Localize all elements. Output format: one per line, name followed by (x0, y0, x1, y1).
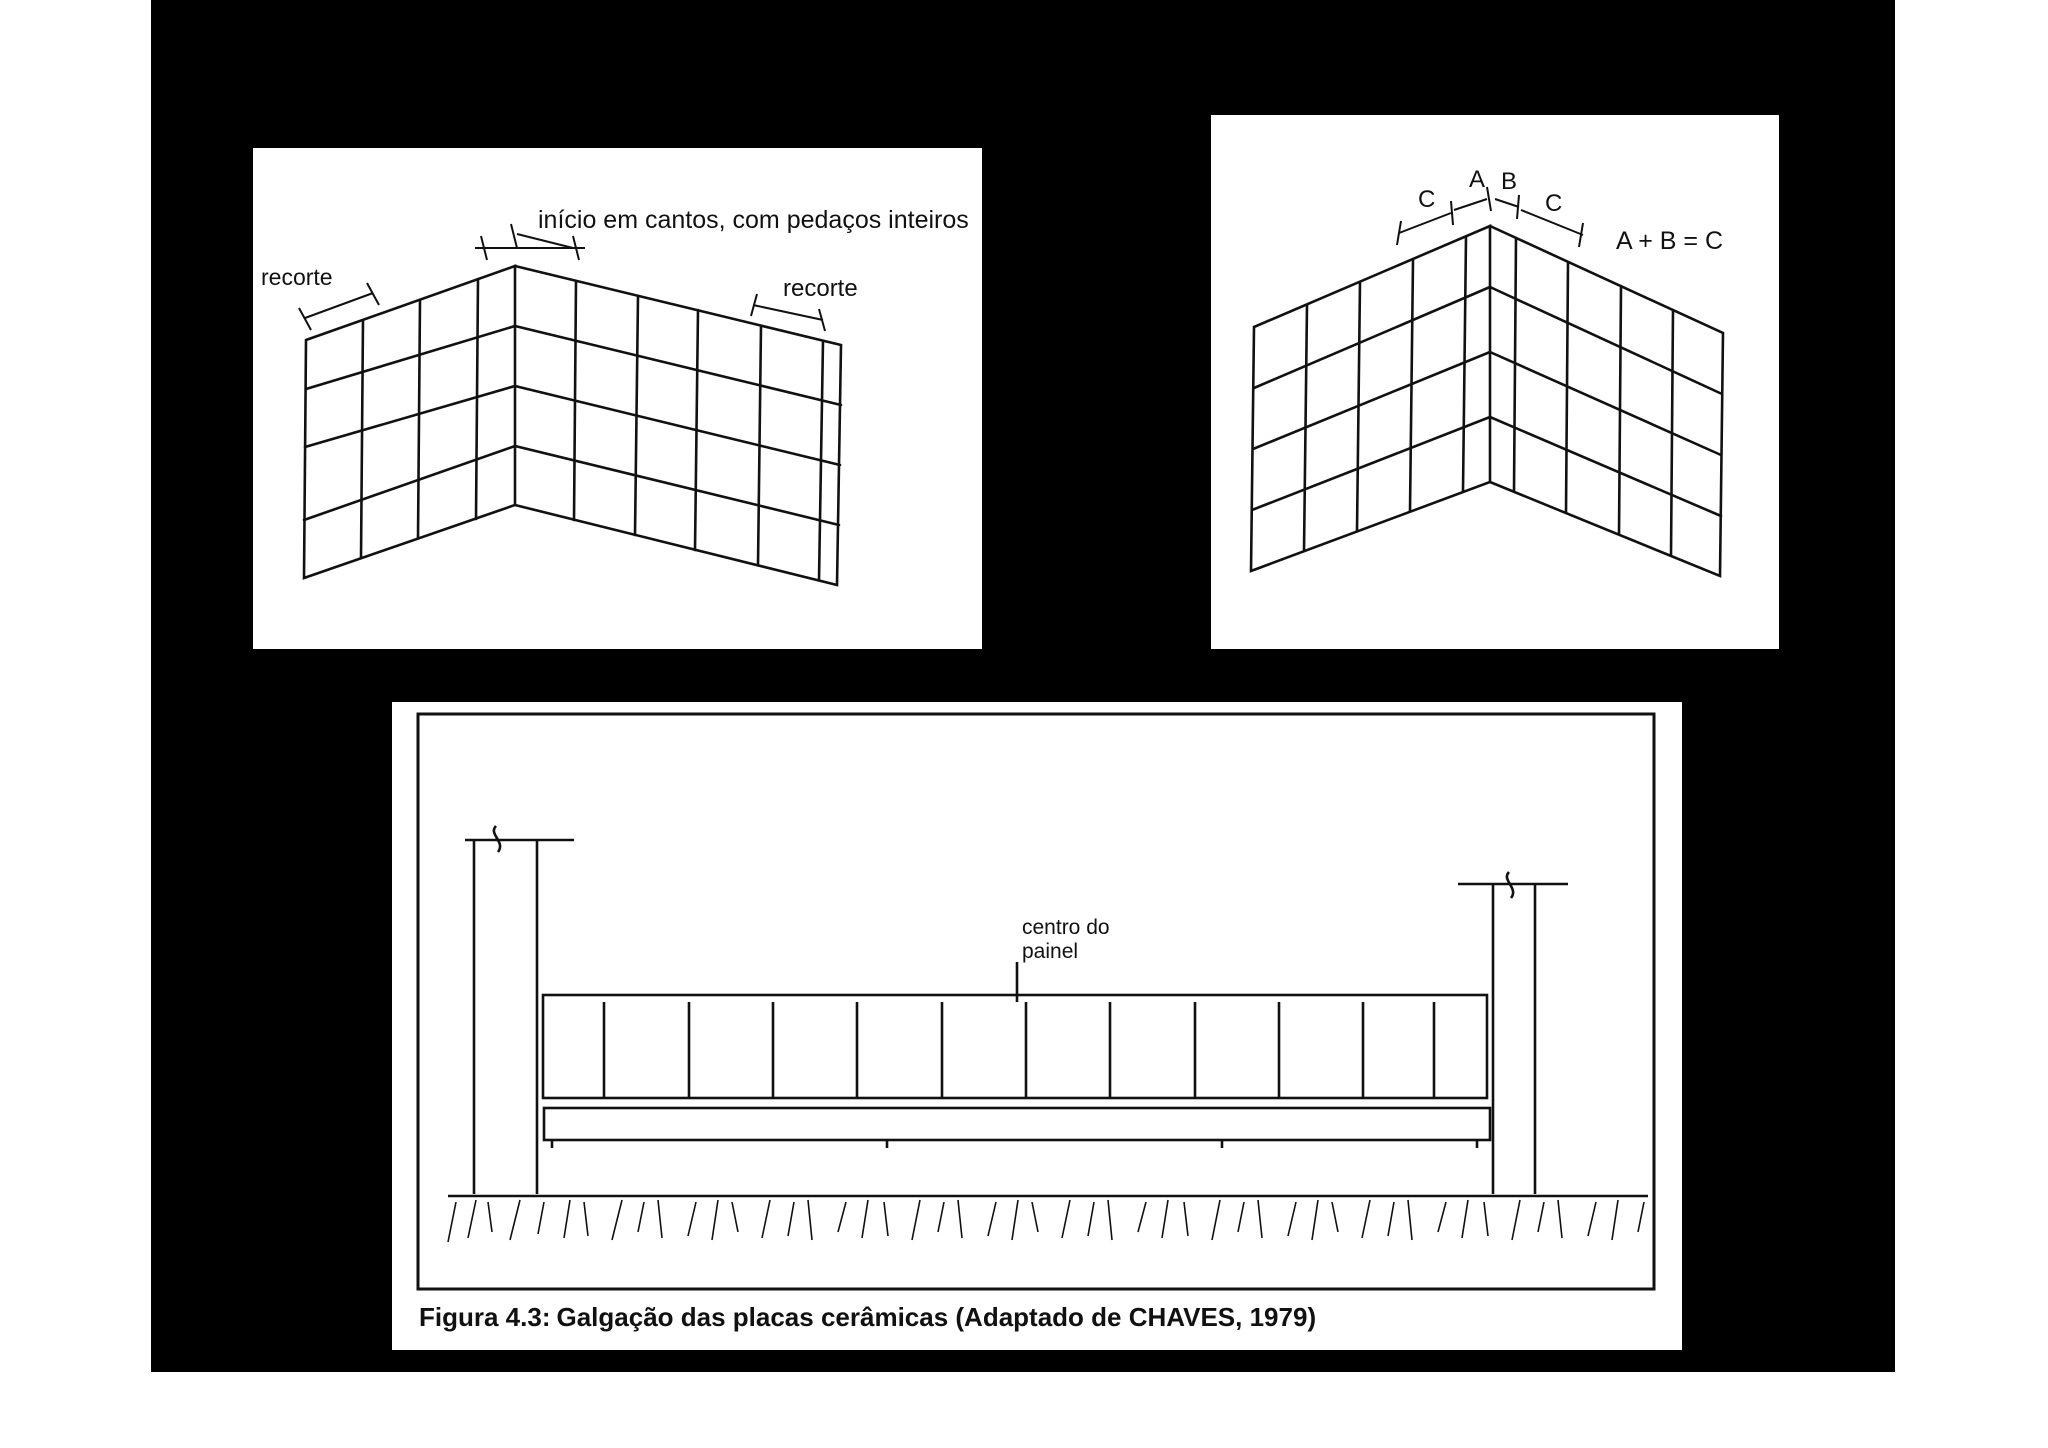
panel-elevation-drawing (392, 702, 1682, 1302)
label-c-left: C (1418, 186, 1436, 213)
figure-corner-whole-pieces (253, 148, 982, 649)
label-panel-center-line1: centro do (1022, 916, 1110, 939)
label-cut-right: recorte (783, 275, 858, 302)
label-a: A (1469, 166, 1486, 193)
figure-caption (419, 1302, 1316, 1333)
figure-corner-split-pieces (1211, 115, 1779, 649)
corner-tiling-drawing (253, 148, 982, 649)
label-panel-center-line2: painel (1022, 940, 1079, 963)
corner-split-drawing (1211, 115, 1779, 649)
label-corner-start: início em cantos, com pedaços inteiros (538, 206, 969, 234)
ground-hatching (448, 1200, 1644, 1242)
figure-panel-elevation (392, 702, 1682, 1350)
label-b: B (1501, 168, 1518, 195)
caption-number: Figura 4.3: (419, 1302, 551, 1332)
drawing-frame (418, 714, 1654, 1289)
caption-text: Galgação das placas cerâmicas (Adaptado de CHAVES, 1979) (556, 1302, 1317, 1332)
formula-a-plus-b-equals-c: A + B = C (1616, 227, 1724, 255)
label-cut-left: recorte (261, 264, 333, 290)
label-c-right: C (1545, 190, 1563, 217)
